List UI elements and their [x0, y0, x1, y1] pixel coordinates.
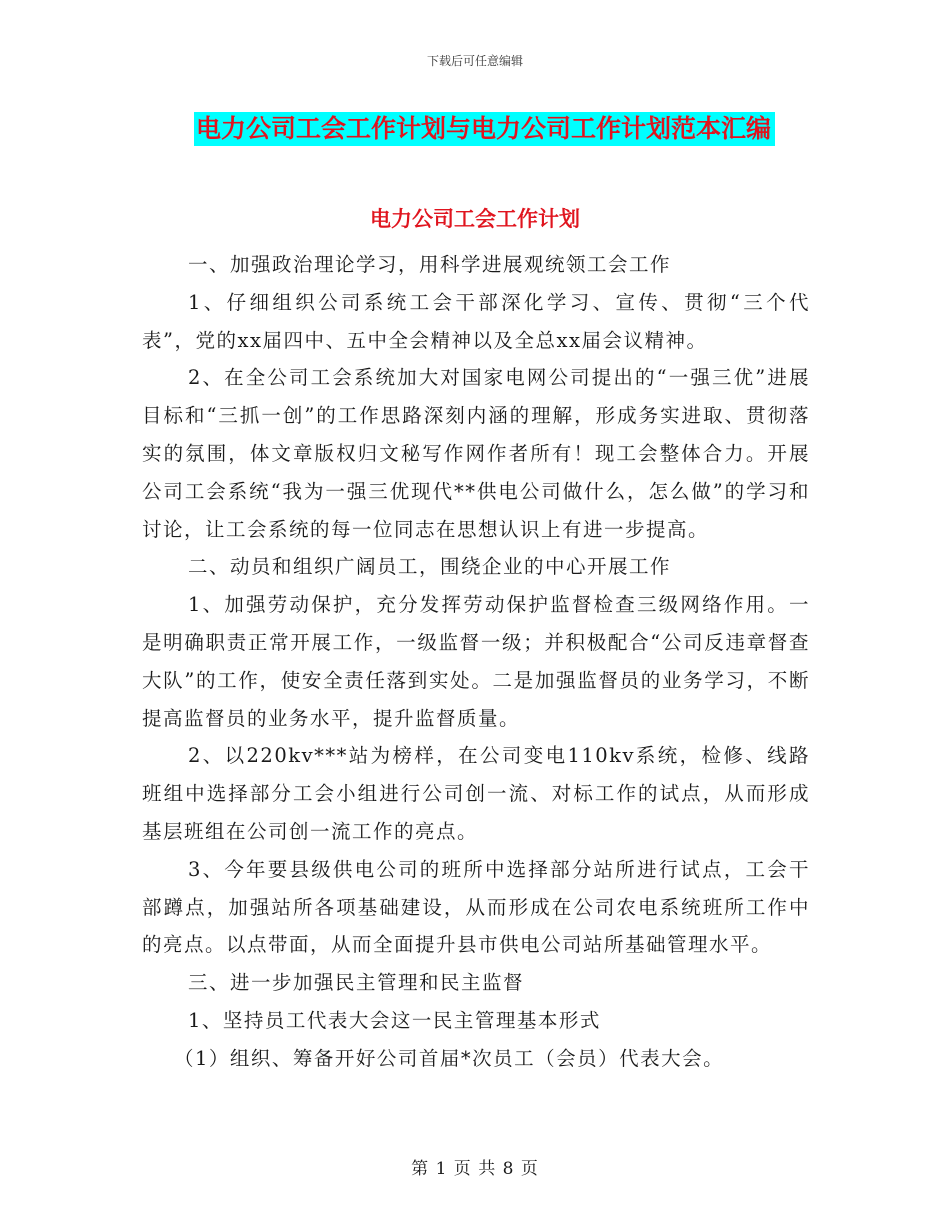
- document-body: [142, 246, 810, 1078]
- page-number-footer: 第 1 页 共 8 页: [411, 1159, 539, 1179]
- paragraph-1-2: 2、在全公司工会系统加大对国家电网公司提出的“一强三优”进展目标和“三抓一创”的工作思路深刻内涵的理解，形成务实进取、贯彻落实的氛围，体文章版权归文秘写作网作者所有！现工会整体合力。开展公司工会系统“我为一强三优现代**供电公司做什么，怎么做”的学习和讨论，让工会系统的每一位同志在思想认识上有进一步提高。: [142, 366, 810, 541]
- heading-section-3: 三、进一步加强民主管理和民主监督: [188, 971, 525, 995]
- document-main-title: 电力公司工会工作计划与电力公司工作计划范本汇编: [194, 112, 775, 146]
- header-note: 下载后可任意编辑: [426, 54, 523, 68]
- heading-section-1: 一、加强政治理论学习，用科学进展观统领工会工作: [188, 253, 672, 276]
- paragraph-2-1: 1、加强劳动保护，充分发挥劳动保护监督检查三级网络作用。一是明确职责正常开展工作，一级监督一级；并积极配合“公司反违章督查大队”的工作，使安全责任落到实处。二是加强监督员的业务学习，不断提高监督员的业务水平，提升监督质量。: [142, 593, 810, 730]
- paragraph-2-2: 2、以220kv***站为榜样，在公司变电110kv系统，检修、线路班组中选择部分工会小组进行公司创一流、对标工作的试点，从而形成基层班组在公司创一流工作的亮点。: [142, 744, 810, 843]
- paragraph-3-1-1: （1）组织、筹备开好公司首届*次员工（会员）代表大会。: [174, 1046, 725, 1070]
- paragraph-2-3: 3、今年要县级供电公司的班所中选择部分站所进行试点，工会干部蹲点，加强站所各项基础建设，从而形成在公司农电系统班所工作中的亮点。以点带面，从而全面提升县市供电公司站所基础管理水平。: [142, 857, 810, 957]
- paragraph-3-1: 1、坚持员工代表大会这一民主管理基本形式: [188, 1008, 601, 1032]
- heading-section-2: 二、动员和组织广阔员工，围绕企业的中心开展工作: [188, 555, 672, 579]
- paragraph-1-1: 1、仔细组织公司系统工会干部深化学习、宣传、贯彻“三个代表”，党的xx届四中、五中全会精神以及全总xx届会议精神。: [142, 290, 810, 352]
- section-title: 电力公司工会工作计划: [370, 206, 580, 231]
